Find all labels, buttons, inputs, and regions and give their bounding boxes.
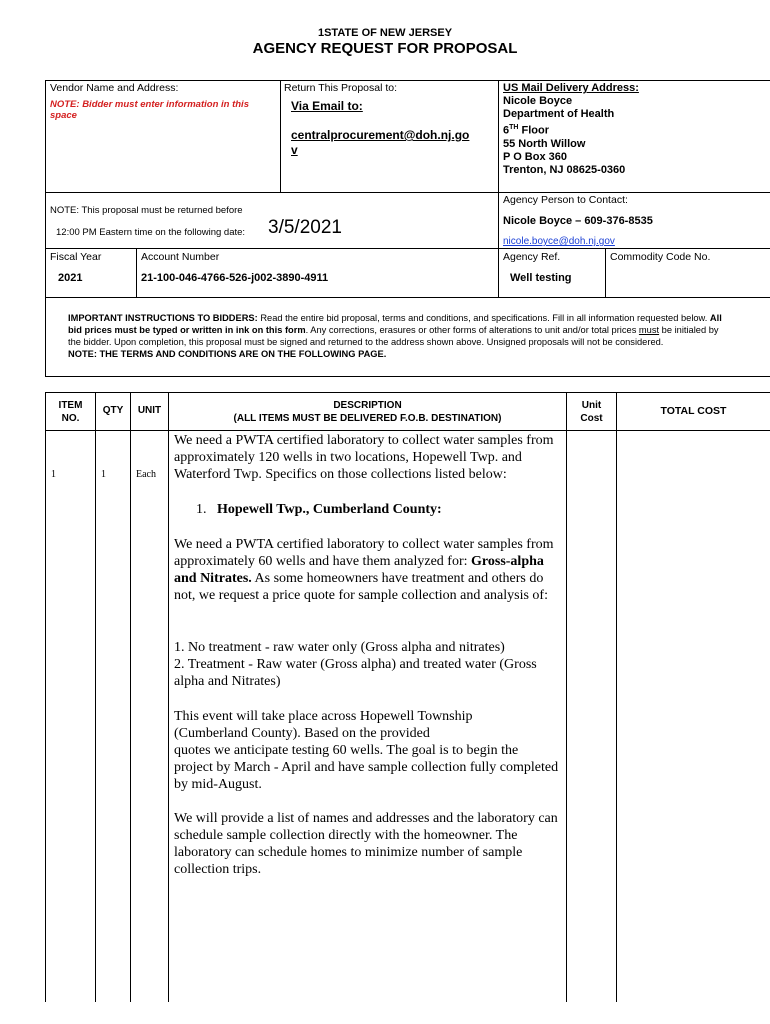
account-label: Account Number — [141, 251, 220, 263]
state-heading: 1STATE OF NEW JERSEY — [317, 27, 453, 39]
header-total-cost: TOTAL COST — [660, 405, 727, 417]
return-label: Return This Proposal to: — [284, 82, 398, 94]
header-description: DESCRIPTION (ALL ITEMS MUST BE DELIVERED F.O.B. DESTINATION) — [233, 400, 502, 424]
description-paragraph-2: We need a PWTA certified laboratory to collect water samples from approximately 60 wells and have them analyzed for: Gross-alpha and Nitrates. As some homeowners have treatment and others do not, we request a price quote for sample collection and analysis of: — [174, 537, 554, 603]
treatment-options: 1. No treatment - raw water only (Gross alpha and nitrates) 2. Treatment - Raw water (Gross alpha) and treated water (Gross alpha and Nitrates) — [174, 640, 537, 689]
due-date: 3/5/2021 — [268, 217, 342, 238]
via-email-label: Via Email to: — [291, 99, 363, 113]
contact-email[interactable]: nicole.boyce@doh.nj.gov — [503, 236, 615, 247]
vendor-note: NOTE: Bidder must enter information in this space — [50, 99, 249, 121]
header-unit-cost: Unit Cost — [580, 400, 603, 424]
deadline-note: NOTE: This proposal must be returned before — [50, 205, 243, 216]
commodity-label: Commodity Code No. — [610, 251, 711, 263]
section-heading: 1. Hopewell Twp., Cumberland County: — [196, 502, 442, 517]
mail-address: US Mail Delivery Address: Nicole Boyce Department of Health 6TH Floor 55 North Willow P O Box 360 Trenton, NJ 08625-0360 — [503, 82, 639, 176]
row-qty: 1 — [101, 469, 106, 480]
contact-name-phone: Nicole Boyce – 609-376-8535 — [503, 215, 653, 227]
page-title: AGENCY REQUEST FOR PROPOSAL — [252, 40, 518, 57]
fiscal-year-label: Fiscal Year — [50, 251, 102, 263]
row-item-no: 1 — [51, 469, 56, 480]
deadline-time: 12:00 PM Eastern time on the following date: — [56, 227, 246, 238]
description-paragraph-3: This event will take place across Hopewell Township (Cumberland County). Based on the provided quotes we anticipate testing 60 wells. The goal is to begin the project by March - April and have sample collection fully completed by mid-August. — [174, 709, 559, 792]
description-paragraph-4: We will provide a list of names and addresses and the laboratory can schedule sample collection directly with the homeowner. The laboratory can schedule homes to minimize number of sample collection trips. — [174, 811, 558, 877]
description-intro: We need a PWTA certified laboratory to collect water samples from approximately 120 wells in two locations, Hopewell Twp. and Waterford Twp. Specifics on those collections listed below: — [174, 433, 554, 482]
account-value: 21-100-046-4766-526-j002-3890-4911 — [141, 272, 329, 284]
header-item-no: ITEM NO. — [58, 400, 83, 424]
contact-label: Agency Person to Contact: — [503, 194, 628, 206]
agency-ref-value: Well testing — [510, 272, 572, 284]
header-unit: UNIT — [137, 405, 162, 416]
header-qty: QTY — [102, 405, 124, 416]
fiscal-year-value: 2021 — [58, 272, 83, 284]
vendor-label: Vendor Name and Address: — [50, 82, 179, 94]
row-unit: Each — [136, 469, 156, 480]
bidder-instructions: IMPORTANT INSTRUCTIONS TO BIDDERS: Read the entire bid proposal, terms and conditions, and specifications. Fill in all information requested below. All bid prices must be typed or written in ink on this form. Any corrections, erasures or other forms of alterations to unit and/or total prices must be initialed by the bidder. Upon completion, this proposal must be signed and returned to the address shown above. Unsigned proposals will not be considered. NOTE: THE TERMS AND CONDITIONS ARE ON THE FOLLOWING PAGE. — [68, 313, 722, 359]
agency-ref-label: Agency Ref. — [503, 251, 561, 263]
return-email[interactable]: centralprocurement@doh.nj.go v — [291, 128, 470, 157]
